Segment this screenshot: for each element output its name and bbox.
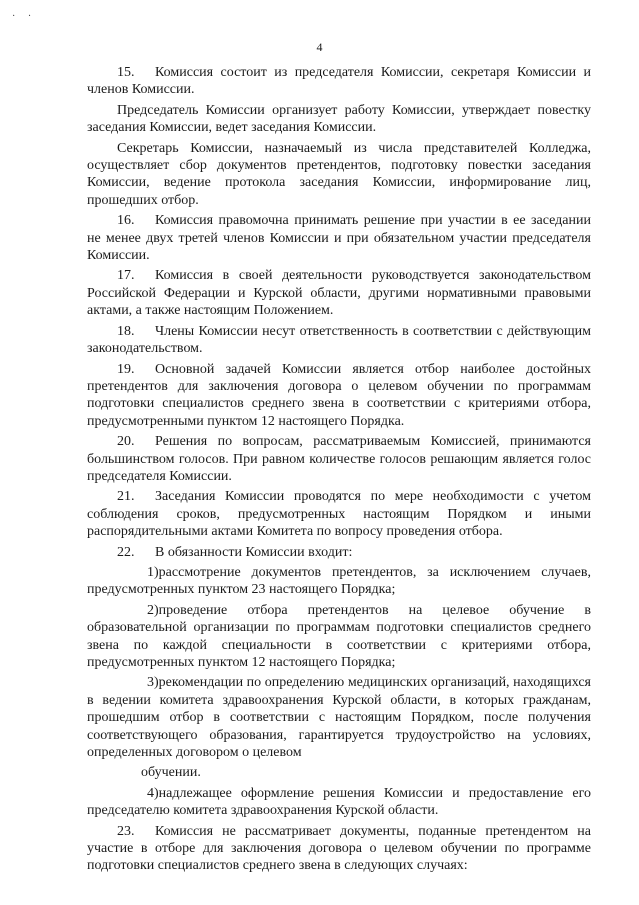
paragraph-21 [87,488,591,540]
paragraph-number: 20. [117,434,135,450]
subitem-text: рекомендации по определению медицинских организаций, находящихся в ведении комитета здравоохранения Курской области, в которых гражданам, прошедшим отбор в соответствии с настоящим Порядком, после получения соответствующего образования, гарантируется трудоустройство на условиях, определенных договором о целевом [87,675,591,761]
subitem-1 [87,564,591,599]
paragraph-18 [87,323,591,358]
paragraph-17 [87,267,591,319]
paragraph-number: 19. [117,361,135,377]
subitem-2 [87,602,591,672]
document-body [87,64,591,878]
paragraph-text: Комиссия правомочна принимать решение при участии в ее заседании не менее двух третей членов Комиссии и при обязательном участии председателя Комиссии. [87,213,591,264]
paragraph-text: Председатель Комиссии организует работу Комиссии, утверждает повестку заседания Комиссии, ведет заседания Комиссии. [87,102,591,136]
subitem-text: рассмотрение документов претендентов, за исключением случаев, предусмотренных пунктом 23 настоящего Порядка; [87,564,591,598]
paragraph-number: 23. [117,823,135,839]
subitem-number: 2) [147,602,159,618]
paragraph-text: Решения по вопросам, рассматриваемым Комиссией, принимаются большинством голосов. При равном количестве голосов решающим является голос председателя Комиссии. [87,434,591,484]
paragraph-text: Комиссия не рассматривает документы, поданные претендентом на участие в отборе для заключения договора о целевом обучении по программе подготовки специалистов среднего звена в следующих случаях: [87,823,591,874]
paragraph-secretary [87,140,591,210]
paragraph-text: В обязанности Комиссии входит: [155,544,353,560]
paragraph-number: 18. [117,323,135,339]
paragraph-19 [87,361,591,431]
paragraph-15 [87,64,591,99]
subitem-3-continuation [87,764,591,781]
page-number: 4 [316,40,323,54]
subitem-3 [87,674,591,761]
scan-specks: · · [12,11,32,22]
subitem-number: 3) [147,675,159,691]
paragraph-number: 16. [117,213,135,229]
paragraph-text: Основной задачей Комиссии является отбор наиболее достойных претендентов для заключения договора о целевом обучении по программам подготовки специалистов среднего звена в соответствии с критериями отбора, предусмотренными пунктом 12 настоящего Порядка. [87,361,591,429]
subitem-text: проведение отбора претендентов на целевое обучение в образовательной организации по программам подготовки специалистов среднего звена по каждой специальности в соответствии с критериями отбора, предусмотренных пунктом 12 настоящего Порядка; [87,602,591,670]
paragraph-text: Комиссия состоит из председателя Комиссии, секретаря Комиссии и членов Комиссии. [87,65,591,98]
subitem-number: 1) [147,564,159,580]
paragraph-number: 17. [117,268,135,284]
paragraph-text: Секретарь Комиссии, назначаемый из числа представителей Колледжа, осуществляет сбор документов претендентов, подготовку повестки заседания Комиссии, ведение протокола заседания Комиссии, информирование лиц, прошедших отбор. [87,140,591,208]
paragraph-text: Заседания Комиссии проводятся по мере необходимости с учетом соблюдения сроков, предусмотренных настоящим Порядком и иными распорядительными актами Комитета по вопросу проведения отбора. [87,489,591,540]
subitem-4 [87,785,591,820]
paragraph-number: 22. [117,544,135,560]
paragraph-23 [87,823,591,875]
subitem-text: надлежащее оформление решения Комиссии и предоставление его председателю комитета здравоохранения Курской области. [87,785,591,819]
paragraph-number: 15. [117,65,135,80]
paragraph-number: 21. [117,489,135,505]
subitem-number: 4) [147,785,159,801]
paragraph-text: Члены Комиссии несут ответственность в соответствии с действующим законодательством. [87,323,591,357]
paragraph-22 [87,544,591,561]
paragraph-20 [87,433,591,485]
subitem-text: обучении. [141,765,201,781]
paragraph-16 [87,212,591,264]
paragraph-chairman [87,102,591,137]
paragraph-text: Комиссия в своей деятельности руководствуется законодательством Российской Федерации и Курской области, другими нормативными правовыми актами, а также настоящим Положением. [87,268,591,319]
